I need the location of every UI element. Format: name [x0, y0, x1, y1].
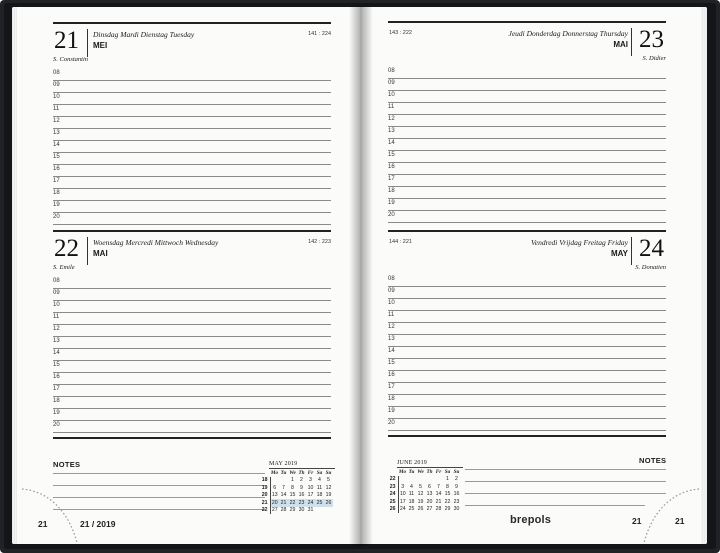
- calendar-day-highlighted: 24: [307, 499, 314, 506]
- hour-label: 15: [53, 362, 60, 368]
- hour-row[interactable]: [53, 409, 331, 421]
- brand-logo: brepols: [510, 514, 552, 526]
- hour-label: 12: [388, 116, 395, 122]
- calendar-day: [279, 477, 288, 485]
- hour-lines: [388, 67, 666, 223]
- day-number: 23: [639, 26, 664, 53]
- calendar-day: 24: [399, 506, 406, 513]
- hour-label: 09: [388, 288, 395, 294]
- hour-label: 17: [53, 386, 60, 392]
- calendar-day: 1: [291, 477, 294, 484]
- hour-label: 09: [388, 80, 395, 86]
- day-names: Dinsdag Mardi Dienstag Tuesday: [93, 30, 195, 39]
- day-top-rule: [53, 230, 331, 232]
- calendar-day: 19: [417, 498, 424, 505]
- day-top-rule: [388, 230, 666, 232]
- hour-label: 20: [53, 214, 60, 220]
- calendar-day: 15: [444, 491, 451, 498]
- hour-label: 16: [53, 166, 60, 172]
- hour-row[interactable]: [53, 129, 331, 141]
- calendar-day-highlighted: 26: [325, 499, 332, 506]
- hour-row[interactable]: [388, 79, 666, 91]
- calendar-day: 2: [300, 477, 303, 484]
- calendar-day: 7: [437, 483, 440, 490]
- day-bottom-rule: [388, 435, 666, 437]
- calendar-day: 12: [417, 491, 424, 498]
- saint-name: S. Didier: [642, 55, 666, 62]
- hour-label: 15: [388, 360, 395, 366]
- hour-label: 18: [388, 396, 395, 402]
- calendar-day: 27: [426, 506, 433, 513]
- hour-label: 16: [53, 374, 60, 380]
- hour-label: 18: [53, 190, 60, 196]
- saint-name: S. Constantin: [53, 56, 89, 63]
- hour-row[interactable]: [53, 337, 331, 349]
- day-count: 141 : 224: [308, 31, 331, 37]
- weekday-header: Fr: [307, 469, 314, 476]
- hour-row[interactable]: [388, 311, 666, 323]
- day-month: MAI: [93, 249, 108, 258]
- hour-label: 17: [388, 384, 395, 390]
- calendar-day: [270, 477, 279, 485]
- day-top-rule: [53, 22, 331, 24]
- weekday-header: We: [289, 469, 296, 476]
- calendar-day: 18: [316, 492, 323, 499]
- calendar-week-row: [260, 477, 333, 485]
- week-number: 22: [260, 507, 270, 515]
- calendar-week-row: [388, 476, 461, 484]
- calendar-day: 29: [289, 507, 296, 514]
- hour-label: 10: [388, 92, 395, 98]
- hour-row[interactable]: [53, 81, 331, 93]
- calendar-day: 5: [327, 477, 330, 484]
- calendar-day: 16: [298, 492, 305, 499]
- calendar-day-highlighted: 25: [316, 499, 323, 506]
- calendar-day: 15: [289, 492, 296, 499]
- calendar-day: 28: [280, 507, 287, 514]
- calendar-day: 26: [417, 506, 424, 513]
- saint-name: S. Donatien: [635, 264, 666, 271]
- calendar-day: 5: [419, 483, 422, 490]
- notes-line[interactable]: [465, 505, 645, 506]
- hour-row[interactable]: [388, 151, 666, 163]
- hour-label: 12: [53, 326, 60, 332]
- hour-label: 17: [53, 178, 60, 184]
- weekday-header: We: [417, 468, 424, 475]
- hour-label: 16: [388, 372, 395, 378]
- day-month: MAY: [610, 249, 628, 258]
- calendar-week-row: [388, 483, 461, 491]
- hour-row[interactable]: [388, 67, 666, 79]
- day-separator: [631, 28, 632, 56]
- calendar-day: 11: [316, 484, 323, 491]
- day-count: 142 : 223: [308, 239, 331, 245]
- calendar-day: 3: [309, 477, 312, 484]
- hour-label: 12: [388, 324, 395, 330]
- hour-row[interactable]: [53, 397, 331, 409]
- calendar-day: 23: [453, 498, 460, 505]
- hour-row[interactable]: [388, 359, 666, 371]
- notes-label: NOTES: [53, 460, 81, 469]
- calendar-day: [407, 476, 416, 484]
- calendar-day: 3: [401, 483, 405, 490]
- calendar-day: 25: [408, 506, 415, 513]
- calendar-day: [416, 476, 425, 484]
- hour-row[interactable]: [53, 373, 331, 385]
- hour-lines: [388, 275, 666, 431]
- hour-row[interactable]: [388, 287, 666, 299]
- calendar-day: 8: [291, 484, 294, 491]
- calendar-day: 30: [298, 507, 305, 514]
- day-top-rule: [388, 21, 666, 23]
- mini-calendar-grid: [260, 469, 333, 514]
- hour-row[interactable]: [388, 91, 666, 103]
- calendar-day: 2: [455, 476, 458, 483]
- day-month: MAI: [613, 40, 628, 49]
- calendar-day-highlighted: 21: [280, 499, 287, 506]
- hour-row[interactable]: [388, 323, 666, 335]
- calendar-week-row-current: [260, 499, 333, 507]
- weekday-header: Th: [298, 469, 305, 476]
- hour-label: 11: [53, 314, 60, 320]
- hour-label: 13: [388, 128, 395, 134]
- hour-label: 12: [53, 118, 60, 124]
- calendar-day: 10: [307, 484, 314, 491]
- hour-row[interactable]: [388, 395, 666, 407]
- hour-row[interactable]: [388, 275, 666, 287]
- notes-label: NOTES: [639, 456, 667, 465]
- day-names: Jeudi Donderdag Donnerstag Thursday: [508, 29, 628, 38]
- hour-row[interactable]: [388, 175, 666, 187]
- calendar-day: 9: [300, 484, 303, 491]
- calendar-day: 6: [273, 484, 277, 491]
- hour-lines: [53, 69, 331, 225]
- hour-label: 11: [53, 106, 60, 112]
- hour-row[interactable]: [388, 419, 666, 431]
- calendar-day: 6: [428, 483, 431, 490]
- book-spine-shadow: [349, 6, 373, 546]
- hour-row[interactable]: [388, 299, 666, 311]
- calendar-day: 27: [271, 507, 278, 514]
- calendar-day: 4: [318, 477, 321, 484]
- saint-name: S. Emile: [53, 264, 75, 271]
- week-number: 21: [260, 499, 270, 507]
- calendar-day: 21: [435, 498, 442, 505]
- hour-label: 10: [53, 302, 60, 308]
- mini-calendar-grid: [388, 468, 461, 513]
- hour-row[interactable]: [388, 211, 666, 223]
- day-separator: [87, 237, 88, 265]
- hour-row[interactable]: [388, 163, 666, 175]
- calendar-day: 14: [435, 491, 442, 498]
- calendar-day-highlighted: 23: [298, 499, 305, 506]
- week-number: 19: [260, 484, 270, 492]
- hour-row[interactable]: [53, 93, 331, 105]
- hour-label: 14: [53, 350, 60, 356]
- calendar-week-row: [260, 492, 333, 500]
- week-number: 25: [388, 498, 398, 506]
- calendar-day: 14: [280, 492, 287, 499]
- mini-calendar-june: [388, 460, 463, 513]
- week-number: 18: [260, 477, 270, 485]
- hour-label: 14: [53, 142, 60, 148]
- calendar-day: 28: [435, 506, 442, 513]
- week-header: [260, 469, 270, 477]
- hour-row[interactable]: [53, 117, 331, 129]
- hour-label: 20: [388, 420, 395, 426]
- hour-row[interactable]: [388, 115, 666, 127]
- hour-label: 13: [53, 338, 60, 344]
- hour-row[interactable]: [53, 213, 331, 225]
- hour-row[interactable]: [388, 335, 666, 347]
- hour-label: 08: [388, 68, 395, 74]
- hour-row[interactable]: [53, 141, 331, 153]
- hour-label: 19: [53, 202, 60, 208]
- weekday-header: Mo: [398, 468, 407, 475]
- calendar-day: 22: [444, 498, 451, 505]
- hour-label: 11: [388, 312, 395, 318]
- calendar-day: [315, 507, 324, 515]
- weekday-header: Su: [453, 468, 460, 475]
- week-number: 22: [388, 476, 398, 484]
- hour-row[interactable]: [388, 383, 666, 395]
- hour-label: 14: [388, 348, 395, 354]
- calendar-day: 31: [307, 507, 314, 514]
- day-number: 24: [639, 235, 664, 262]
- hour-label: 17: [388, 176, 395, 182]
- week-footer: 21: [632, 516, 642, 526]
- hour-row[interactable]: [388, 187, 666, 199]
- week-footer: 21 / 2019: [80, 519, 116, 529]
- calendar-week-row: [260, 507, 333, 515]
- day-separator: [87, 29, 88, 57]
- hour-row[interactable]: [388, 371, 666, 383]
- calendar-day: 10: [399, 491, 406, 498]
- notes-line[interactable]: [465, 469, 666, 470]
- calendar-day: 18: [408, 498, 415, 505]
- weekday-header: Sa: [444, 468, 451, 475]
- calendar-week-row: [388, 491, 461, 499]
- week-number: 26: [388, 506, 398, 514]
- day-names: Woensdag Mercredi Mittwoch Wednesday: [93, 238, 219, 247]
- weekday-header: Tu: [408, 468, 415, 475]
- hour-row[interactable]: [53, 201, 331, 213]
- hour-label: 13: [53, 130, 60, 136]
- day-bottom-rule: [53, 437, 331, 439]
- calendar-day: 9: [455, 483, 458, 490]
- day-number: 22: [54, 235, 79, 262]
- hour-label: 18: [53, 398, 60, 404]
- page-number-right: 21: [675, 516, 685, 526]
- hour-row[interactable]: [388, 127, 666, 139]
- hour-label: 08: [388, 276, 395, 282]
- day-count: 144 : 221: [389, 239, 412, 245]
- hour-label: 20: [388, 212, 395, 218]
- hour-row[interactable]: [53, 361, 331, 373]
- calendar-day: [398, 476, 407, 484]
- hour-row[interactable]: [388, 139, 666, 151]
- hour-row[interactable]: [53, 325, 331, 337]
- calendar-day: 19: [325, 492, 332, 499]
- hour-row[interactable]: [53, 313, 331, 325]
- calendar-week-row: [388, 506, 461, 514]
- hour-row[interactable]: [53, 69, 331, 81]
- hour-label: 10: [388, 300, 395, 306]
- hour-row[interactable]: [53, 289, 331, 301]
- mini-calendar-title: MAY 2019: [269, 461, 335, 469]
- calendar-day-highlighted: 20: [271, 499, 278, 506]
- right-page: [361, 7, 707, 544]
- hour-row[interactable]: [388, 199, 666, 211]
- day-names: Vendredi Vrijdag Freitag Friday: [531, 238, 628, 247]
- week-number: 23: [388, 483, 398, 491]
- weekday-header: Tu: [280, 469, 287, 476]
- calendar-day: 29: [444, 506, 451, 513]
- week-header: [388, 468, 398, 476]
- hour-row[interactable]: [53, 165, 331, 177]
- weekday-header: Fr: [435, 468, 442, 475]
- day-month: MEI: [93, 41, 108, 50]
- calendar-day: [324, 507, 333, 515]
- hour-row[interactable]: [53, 177, 331, 189]
- hour-label: 08: [53, 278, 60, 284]
- hour-row[interactable]: [53, 105, 331, 117]
- calendar-day: 13: [271, 492, 278, 499]
- calendar-week-row: [260, 484, 333, 492]
- calendar-day: [434, 476, 443, 484]
- hour-row[interactable]: [53, 385, 331, 397]
- calendar-day: 1: [446, 476, 449, 483]
- weekday-header: Th: [426, 468, 433, 475]
- weekday-header: Sa: [316, 469, 323, 476]
- hour-row[interactable]: [53, 349, 331, 361]
- mini-calendar-title: JUNE 2019: [397, 460, 463, 468]
- hour-label: 20: [53, 422, 60, 428]
- calendar-day: 12: [325, 484, 332, 491]
- hour-label: 16: [388, 164, 395, 170]
- calendar-day: [425, 476, 434, 484]
- calendar-day: 17: [399, 498, 406, 505]
- calendar-day-highlighted: 22: [289, 499, 296, 506]
- hour-row[interactable]: [53, 277, 331, 289]
- left-page: [12, 7, 361, 544]
- hour-label: 18: [388, 188, 395, 194]
- hour-label: 13: [388, 336, 395, 342]
- hour-label: 15: [388, 152, 395, 158]
- hour-row[interactable]: [53, 153, 331, 165]
- hour-label: 19: [388, 200, 395, 206]
- week-number: 20: [260, 492, 270, 500]
- hour-label: 10: [53, 94, 60, 100]
- page-number-left: 21: [38, 519, 48, 529]
- calendar-day: 20: [426, 498, 433, 505]
- hour-label: 11: [388, 104, 395, 110]
- hour-label: 14: [388, 140, 395, 146]
- weekday-header: Su: [325, 469, 332, 476]
- calendar-day: 4: [410, 483, 413, 490]
- weekday-header: Mo: [270, 469, 279, 476]
- day-count: 143 : 222: [389, 30, 412, 36]
- calendar-day: 17: [307, 492, 314, 499]
- hour-lines: [53, 277, 331, 433]
- hour-label: 09: [53, 290, 60, 296]
- mini-calendar-may: [260, 461, 335, 514]
- week-number: 24: [388, 491, 398, 499]
- notes-line[interactable]: [53, 473, 265, 474]
- hour-label: 19: [388, 408, 395, 414]
- hour-label: 08: [53, 70, 60, 76]
- hour-row[interactable]: [53, 301, 331, 313]
- calendar-day: 11: [408, 491, 415, 498]
- hour-label: 09: [53, 82, 60, 88]
- calendar-day: 16: [453, 491, 460, 498]
- day-number: 21: [54, 27, 79, 54]
- hour-label: 15: [53, 154, 60, 160]
- calendar-week-row: [388, 498, 461, 506]
- calendar-day: 30: [453, 506, 460, 513]
- calendar-day: 13: [426, 491, 433, 498]
- hour-label: 19: [53, 410, 60, 416]
- calendar-day: 8: [446, 483, 449, 490]
- day-separator: [631, 237, 632, 265]
- calendar-day: 7: [282, 484, 285, 491]
- page-corner-perforation: [18, 481, 88, 544]
- hour-row[interactable]: [53, 421, 331, 433]
- hour-row[interactable]: [388, 407, 666, 419]
- page-corner-perforation: [633, 481, 703, 544]
- hour-row[interactable]: [388, 103, 666, 115]
- hour-row[interactable]: [388, 347, 666, 359]
- hour-row[interactable]: [53, 189, 331, 201]
